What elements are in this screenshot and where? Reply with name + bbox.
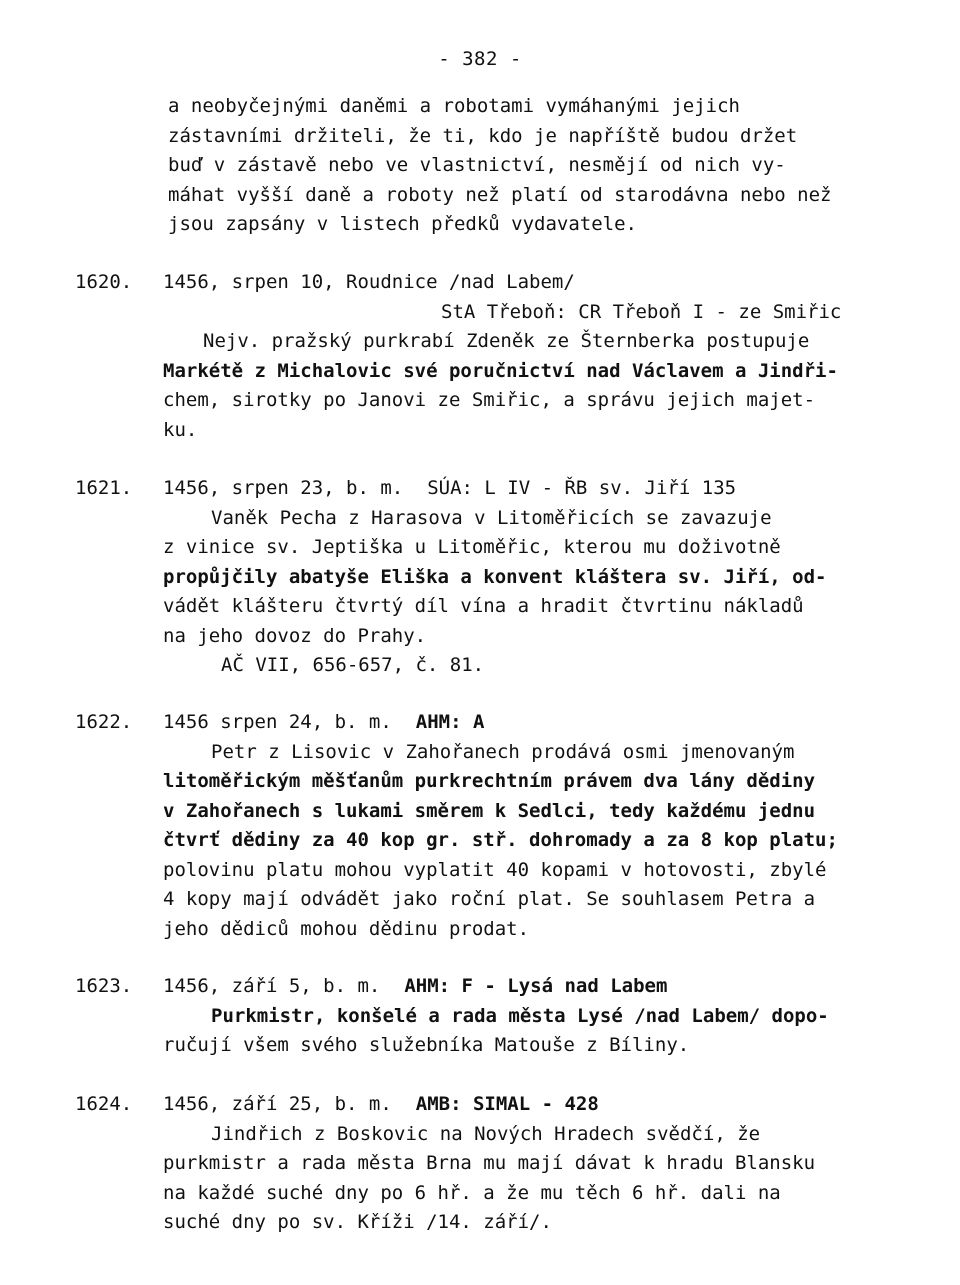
body-line: suché dny po sv. Kříži /14. září/. (163, 1211, 552, 1233)
entry-number: 1623. (75, 975, 133, 997)
entry-source: AMB: SIMAL - 428 (415, 1093, 599, 1115)
regest-entry-1620 (75, 268, 895, 445)
entry-date-place: 1456, září 25, b. m. (163, 1093, 392, 1115)
body-line: litoměřickým měšťanům purkrechtním právem dva lány dědiny (163, 770, 816, 792)
entry-source: AHM: F - Lysá nad Labem (404, 975, 668, 997)
body-line: Vaněk Pecha z Harasova v Litoměřicích se zavazuje (211, 506, 772, 529)
entry-source: StA Třeboň: CR Třeboň I - ze Smiřic (441, 300, 842, 323)
intro-paragraph (168, 92, 888, 240)
body-line: Markétě z Michalovic své poručnictví nad Václavem a Jindři- (163, 359, 838, 382)
body-line: čtvrť dědiny za 40 kop gr. stř. dohromady a za 8 kop platu; (163, 829, 838, 851)
entry-body (75, 504, 895, 681)
body-line: v Zahořanech s lukami směrem k Sedlci, tedy každému jednu (163, 799, 816, 822)
body-line: polovinu platu mohou vyplatit 40 kopami v hotovosti, zbylé (163, 858, 827, 881)
entry-body (75, 1120, 895, 1238)
text-line: jsou zapsány v listech předků vydavatele. (168, 213, 637, 235)
entry-header (75, 474, 895, 504)
regest-entry-1623 (75, 972, 895, 1061)
entry-date-place: 1456, srpen 10, Roudnice /nad Labem/ (163, 271, 575, 293)
entry-body (75, 1002, 895, 1061)
entry-date-place: 1456 srpen 24, b. m. (163, 711, 392, 733)
text-line: máhat vyšší daně a roboty než platí od starodávna nebo než (168, 183, 832, 206)
entry-header (75, 708, 895, 738)
body-line: Purkmistr, konšelé a rada města Lysé /nad Labem/ dopo- (211, 1004, 829, 1027)
entry-reference: AČ VII, 656-657, č. 81. (221, 654, 485, 676)
entry-header (75, 268, 895, 298)
body-line: Petr z Lisovic v Zahořanech prodává osmi jmenovaným (211, 740, 795, 763)
page-number: - 382 - (438, 48, 522, 70)
body-line: na jeho dovoz do Prahy. (163, 624, 427, 647)
regest-entry-1622 (75, 708, 895, 944)
regest-entry-1621 (75, 474, 895, 681)
entry-date-place: 1456, srpen 23, b. m. (163, 477, 404, 499)
body-line: vádět klášteru čtvrtý díl vína a hradit čtvrtinu nákladů (163, 595, 804, 617)
body-line: Jindřich z Boskovic na Nových Hradech svědčí, že (211, 1122, 761, 1145)
entry-number: 1620. (75, 271, 133, 293)
body-line: propůjčily abatyše Eliška a konvent kláštera sv. Jiří, od- (163, 565, 827, 588)
entry-number: 1624. (75, 1093, 133, 1115)
body-line: Nejv. pražský purkrabí Zdeněk ze Šternberka postupuje (203, 330, 810, 352)
entry-body (75, 327, 895, 445)
entry-source: AHM: A (415, 711, 485, 733)
entry-source: SÚA: L IV - ŘB sv. Jiří 135 (427, 477, 737, 499)
text-line: zástavními držiteli, že ti, kdo je napříště budou držet (168, 124, 798, 147)
text-line: buď v zástavě nebo ve vlastnictví, nesmějí od nich vy- (168, 154, 786, 176)
body-line: 4 kopy mají odvádět jako roční plat. Se souhlasem Petra a (163, 888, 816, 910)
body-line: chem, sirotky po Janovi ze Smiřic, a správu jejich majet- (163, 389, 816, 411)
entry-number: 1622. (75, 711, 133, 733)
body-line: ručují všem svého služebníka Matouše z Bíliny. (163, 1034, 690, 1056)
text-line: a neobyčejnými daněmi a robotami vymáhanými jejich (168, 95, 740, 117)
body-line: purkmistr a rada města Brna mu mají dávat k hradu Blansku (163, 1152, 816, 1174)
body-line: na každé suché dny po 6 hř. a že mu těch 6 hř. dali na (163, 1181, 781, 1204)
entry-date-place: 1456, září 5, b. m. (163, 975, 381, 997)
regest-entry-1624 (75, 1090, 895, 1238)
entry-number: 1621. (75, 477, 133, 499)
body-line: z vinice sv. Jeptiška u Litoměřic, kterou mu doživotně (163, 536, 781, 558)
body-line: jeho dědiců mohou dědinu prodat. (163, 917, 530, 940)
entry-body (75, 738, 895, 945)
entry-header (75, 972, 895, 1002)
entry-header (75, 1090, 895, 1120)
body-line: ku. (163, 418, 198, 441)
